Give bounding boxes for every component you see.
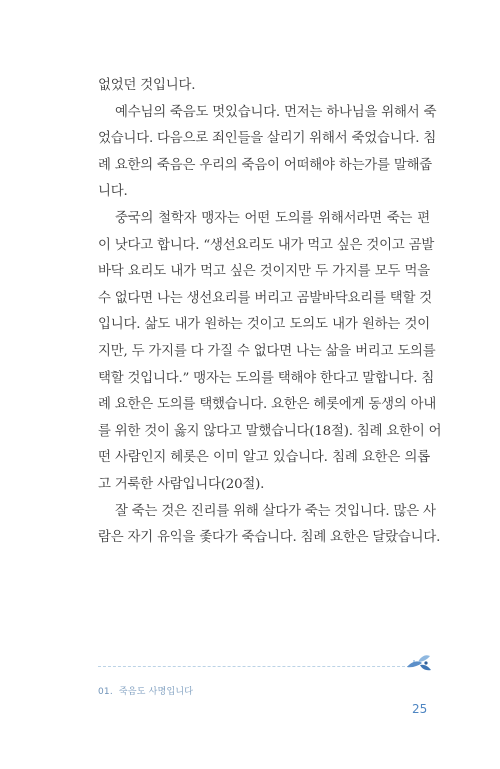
text-line: 입니다. 삶도 내가 원하는 것이고 도의도 내가 원하는 것이 bbox=[98, 317, 430, 333]
text-line: 예수님의 죽음도 멋있습니다. 먼저는 하나님을 위해서 죽 bbox=[115, 104, 437, 120]
text-line: 고 거룩한 사람입니다(20절). bbox=[98, 476, 265, 492]
chapter-number: 01. bbox=[98, 687, 113, 697]
leaf-ornament-icon bbox=[404, 652, 434, 674]
text-line: 를 위한 것이 옳지 않다고 말했습니다(18절). 침례 요한이 어 bbox=[98, 423, 442, 439]
text-line: 니다. bbox=[98, 184, 128, 200]
page-number: 25 bbox=[412, 702, 428, 716]
text-line: 바닥 요리도 내가 먹고 싶은 것이지만 두 가지를 모두 먹을 bbox=[98, 264, 430, 280]
paragraph bbox=[98, 206, 442, 499]
text-line: 례 요한은 도의를 택했습니다. 요한은 헤롯에게 동생의 아내 bbox=[98, 397, 437, 413]
chapter-title: 죽음도 사명입니다 bbox=[118, 687, 194, 697]
paragraph bbox=[98, 100, 437, 206]
running-footer bbox=[98, 684, 193, 697]
paragraph bbox=[98, 73, 430, 100]
text-line: 없었던 것입니다. bbox=[98, 78, 196, 93]
text-line: 지만, 두 가지를 다 가질 수 없다면 나는 삶을 버리고 도의를 bbox=[98, 343, 436, 359]
text-line: 중국의 철학자 맹자는 어떤 도의를 위해서라면 죽는 편 bbox=[115, 210, 430, 226]
text-line: 었습니다. 다음으로 죄인들을 살리기 위해서 죽었습니다. 침 bbox=[98, 131, 437, 147]
paragraph bbox=[98, 499, 441, 552]
text-line: 잘 죽는 것은 진리를 위해 살다가 죽는 것입니다. 많은 사 bbox=[115, 503, 436, 519]
text-line: 이 낫다고 합니다. “생선요리도 내가 먹고 싶은 것이고 곰발 bbox=[98, 237, 435, 253]
text-line: 람은 자기 유익을 좇다가 죽습니다. 침례 요한은 달랐습니다. bbox=[98, 530, 441, 546]
footer-divider bbox=[98, 666, 410, 667]
body-text bbox=[98, 73, 442, 552]
text-line: 떤 사람인지 헤롯은 이미 알고 있습니다. 침례 요한은 의롭 bbox=[98, 450, 430, 466]
text-line: 례 요한의 죽음은 우리의 죽음이 어떠해야 하는가를 말해줍 bbox=[98, 157, 433, 173]
text-line: 택할 것입니다.” 맹자는 도의를 택해야 한다고 말합니다. 침 bbox=[98, 370, 435, 386]
text-line: 수 없다면 나는 생선요리를 버리고 곰발바닥요리를 택할 것 bbox=[98, 290, 433, 306]
